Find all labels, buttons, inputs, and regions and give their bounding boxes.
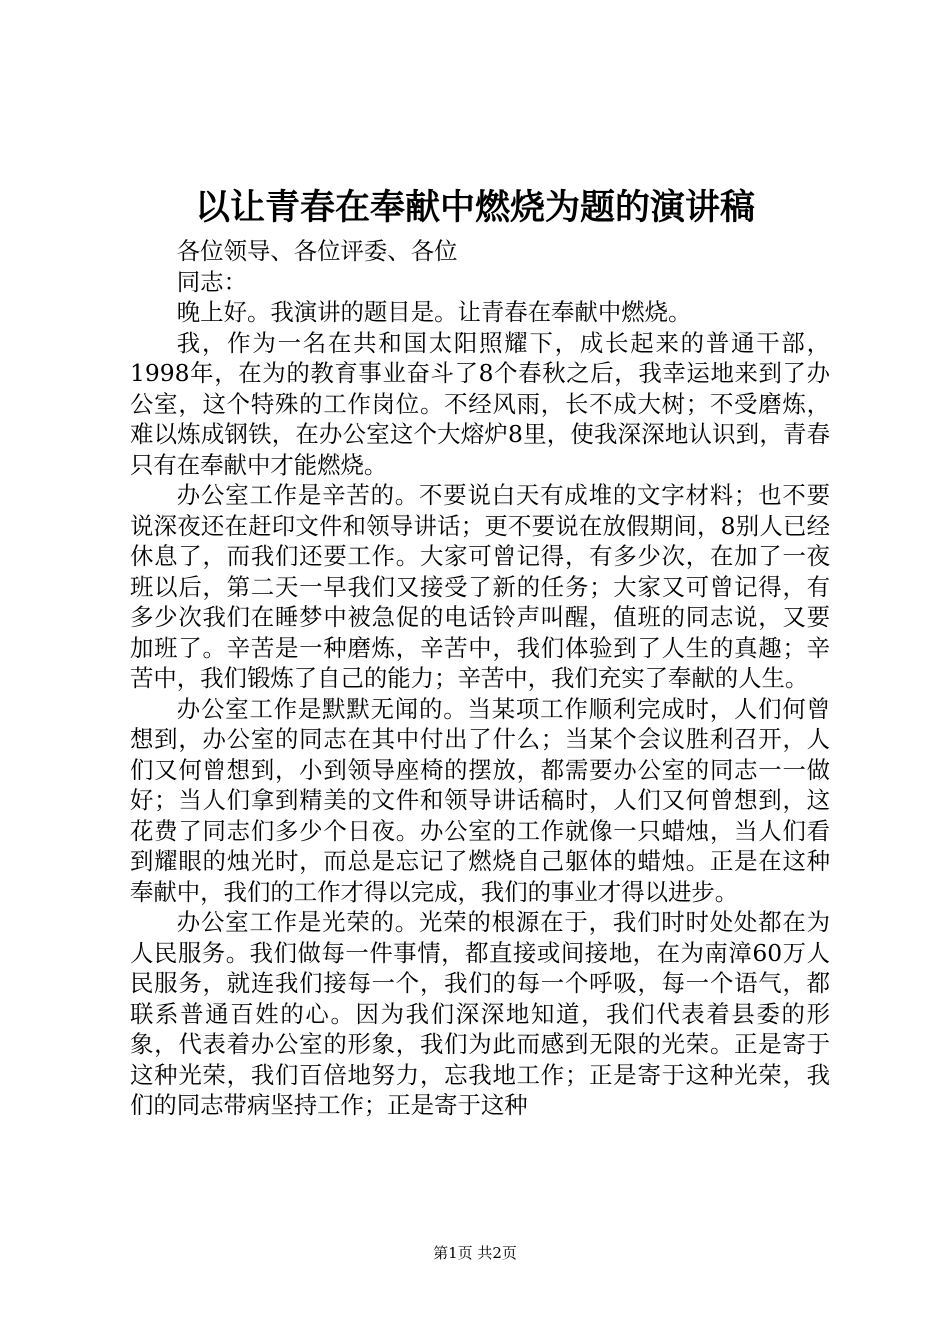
body-paragraph: 办公室工作是光荣的。光荣的根源在于，我们时时处处都在为人民服务。我们做每一件事情，都直接或间接地，在为南漳60万人民服务，就连我们接每一个，我们的每一个呼吸，每一个语气，都联系普通百姓的心。因为我们深深地知道，我们代表着县委的形象，代表着办公室的形象，我们为此而感到无限的光荣。正是寄于这种光荣，我们百倍地努力，忘我地工作；正是寄于这种光荣，我们的同志带病坚持工作；正是寄于这种 (130, 908, 830, 1119)
document-body (130, 236, 830, 1121)
document-title: 以让青春在奉献中燃烧为题的演讲稿 (194, 187, 755, 228)
salutation-line-1: 各位领导、各位评委、各位 (176, 237, 458, 265)
body-paragraph: 办公室工作是辛苦的。不要说白天有成堆的文字材料；也不要说深夜还在赶印文件和领导讲话；更不要说在放假期间，8别人已经休息了，而我们还要工作。大家可曾记得，有多少次，在加了一夜班以后，第二天一早我们又接受了新的任务；大家又可曾记得，有多少次我们在睡梦中被急促的电话铃声叫醒，值班的同志说，又要加班了。辛苦是一种磨炼，辛苦中，我们体验到了人生的真趣；辛苦中，我们锻炼了自己的能力；辛苦中，我们充实了奉献的人生。 (130, 481, 830, 692)
salutation-line-2: 同志： (176, 267, 247, 296)
page-footer: 第1页 共2页 (433, 1244, 517, 1262)
body-paragraph: 我，作为一名在共和国太阳照耀下，成长起来的普通干部，1998年，在为的教育事业奋斗了8个春秋之后，我幸运地来到了办公室，这个特殊的工作岗位。不经风雨，长不成大树；不受磨炼，难以炼成钢铁，在办公室这个大熔炉8里，使我深深地认识到，青春只有在奉献中才能燃烧。 (130, 328, 830, 479)
body-paragraph: 办公室工作是默默无闻的。当某项工作顺利完成时，人们何曾想到，办公室的同志在其中付出了什么；当某个会议胜利召开，人们又何曾想到，小到领导座椅的摆放，都需要办公室的同志一一做好；当人们拿到精美的文件和领导讲话稿时，人们又何曾想到，这花费了同志们多少个日夜。办公室的工作就像一只蜡烛，当人们看到耀眼的烛光时，而总是忘记了燃烧自己躯体的蜡烛。正是在这种奉献中，我们的工作才得以完成，我们的事业才得以进步。 (130, 694, 830, 906)
greeting-paragraph: 晚上好。我演讲的题目是。让青春在奉献中燃烧。 (176, 298, 692, 326)
